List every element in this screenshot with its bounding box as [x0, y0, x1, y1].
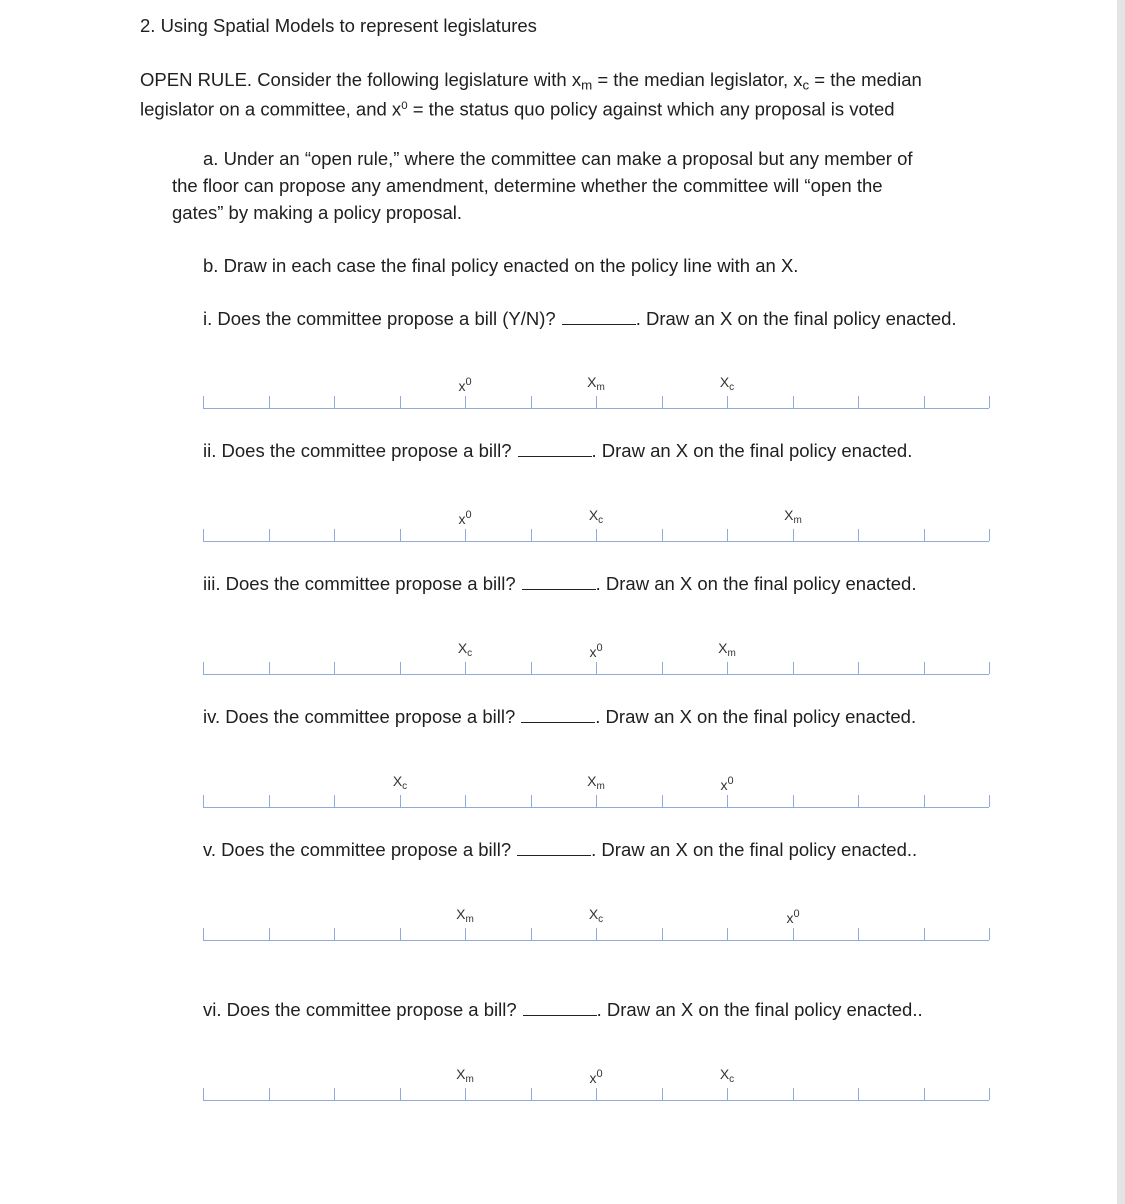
- policy-tick: [858, 396, 859, 408]
- policy-tick: [727, 795, 728, 807]
- policy-tick: [989, 529, 990, 541]
- policy-tick: [727, 529, 728, 541]
- committee-median-label: $X_c$: [588, 906, 604, 925]
- policy-tick: [203, 928, 204, 940]
- policy-tick: [269, 529, 270, 541]
- question-title: 2. Using Spatial Models to represent legislatures: [140, 15, 537, 36]
- question-vi: vi. Does the committee propose a bill? . Draw an X on the final policy enacted..: [203, 999, 923, 1020]
- answer-blank[interactable]: [517, 837, 591, 856]
- policy-tick: [924, 795, 925, 807]
- median-legislator-label: $X_m$: [718, 640, 736, 659]
- policy-tick: [465, 529, 466, 541]
- policy-tick: [269, 1088, 270, 1100]
- policy-tick: [334, 1088, 335, 1100]
- policy-tick: [596, 1088, 597, 1100]
- status-quo-label: $x^0$: [589, 1068, 603, 1086]
- question-v: v. Does the committee propose a bill? . Draw an X on the final policy enacted..: [203, 839, 918, 860]
- policy-tick: [465, 1088, 466, 1100]
- policy-tick: [400, 662, 401, 674]
- policy-tick: [334, 662, 335, 674]
- policy-tick: [203, 662, 204, 674]
- policy-tick: [203, 1088, 204, 1100]
- policy-tick: [465, 795, 466, 807]
- policy-tick: [662, 795, 663, 807]
- policy-line[interactable]: [203, 940, 989, 941]
- policy-tick: [400, 396, 401, 408]
- policy-tick: [727, 396, 728, 408]
- policy-tick: [596, 928, 597, 940]
- policy-tick: [989, 1088, 990, 1100]
- policy-tick: [924, 1088, 925, 1100]
- policy-tick: [662, 1088, 663, 1100]
- policy-tick: [662, 928, 663, 940]
- median-legislator-label: $X_m$: [456, 906, 474, 925]
- committee-median-label: $X_c$: [719, 374, 735, 393]
- status-quo-label: $x^0$: [458, 376, 472, 394]
- policy-tick: [989, 795, 990, 807]
- answer-blank[interactable]: [518, 438, 592, 457]
- policy-tick: [465, 928, 466, 940]
- part-b-instruction: b. Draw in each case the final policy enacted on the policy line with an X.: [203, 255, 799, 276]
- policy-tick: [531, 1088, 532, 1100]
- policy-tick: [531, 795, 532, 807]
- policy-tick: [596, 396, 597, 408]
- policy-tick: [269, 928, 270, 940]
- policy-tick: [727, 662, 728, 674]
- median-legislator-label: $X_m$: [456, 1066, 474, 1085]
- committee-median-label: $X_c$: [719, 1066, 735, 1085]
- policy-tick: [727, 928, 728, 940]
- answer-blank[interactable]: [522, 571, 596, 590]
- policy-line[interactable]: [203, 541, 989, 542]
- policy-tick: [858, 1088, 859, 1100]
- part-a-line-1: a. Under an “open rule,” where the committee can make a proposal but any member of: [203, 148, 913, 169]
- policy-tick: [400, 928, 401, 940]
- median-legislator-label: $X_m$: [587, 374, 605, 393]
- policy-tick: [662, 662, 663, 674]
- committee-median-label: $X_c$: [588, 507, 604, 526]
- policy-tick: [727, 1088, 728, 1100]
- part-a-line-3: gates” by making a policy proposal.: [172, 202, 462, 223]
- policy-tick: [793, 795, 794, 807]
- policy-tick: [989, 396, 990, 408]
- question-iv: iv. Does the committee propose a bill? . Draw an X on the final policy enacted.: [203, 706, 917, 727]
- policy-tick: [269, 396, 270, 408]
- question-i: i. Does the committee propose a bill (Y/N)? . Draw an X on the final policy enacted.: [203, 308, 957, 329]
- policy-tick: [793, 662, 794, 674]
- policy-tick: [203, 396, 204, 408]
- policy-tick: [858, 795, 859, 807]
- policy-tick: [793, 928, 794, 940]
- policy-tick: [662, 396, 663, 408]
- policy-tick: [465, 662, 466, 674]
- policy-tick: [924, 396, 925, 408]
- policy-tick: [989, 662, 990, 674]
- policy-tick: [924, 529, 925, 541]
- policy-line[interactable]: [203, 807, 989, 808]
- page-edge: [1117, 0, 1125, 1204]
- policy-tick: [596, 795, 597, 807]
- policy-tick: [531, 662, 532, 674]
- policy-tick: [793, 396, 794, 408]
- answer-blank[interactable]: [562, 306, 636, 325]
- status-quo-label: $x^0$: [458, 509, 472, 527]
- policy-tick: [203, 529, 204, 541]
- policy-tick: [596, 529, 597, 541]
- policy-tick: [334, 795, 335, 807]
- policy-tick: [334, 529, 335, 541]
- policy-tick: [400, 529, 401, 541]
- policy-tick: [924, 928, 925, 940]
- policy-tick: [334, 396, 335, 408]
- median-legislator-label: $X_m$: [784, 507, 802, 526]
- question-iii: iii. Does the committee propose a bill? . Draw an X on the final policy enacted.: [203, 573, 917, 594]
- policy-tick: [203, 795, 204, 807]
- committee-median-label: $X_c$: [392, 773, 408, 792]
- status-quo-label: $x^0$: [786, 908, 800, 926]
- part-a-line-2: the floor can propose any amendment, determine whether the committee will “open the: [172, 175, 883, 196]
- policy-tick: [269, 662, 270, 674]
- policy-tick: [858, 529, 859, 541]
- policy-tick: [465, 396, 466, 408]
- policy-tick: [531, 928, 532, 940]
- answer-blank[interactable]: [523, 997, 597, 1016]
- policy-line[interactable]: [203, 408, 989, 409]
- policy-tick: [596, 662, 597, 674]
- policy-line[interactable]: [203, 674, 989, 675]
- intro-line-2: legislator on a committee, and $x^0$ = the status quo policy against which any proposal is voted: [140, 98, 895, 120]
- question-ii: ii. Does the committee propose a bill? . Draw an X on the final policy enacted.: [203, 440, 913, 461]
- policy-line[interactable]: [203, 1100, 989, 1101]
- policy-tick: [334, 928, 335, 940]
- policy-tick: [269, 795, 270, 807]
- policy-tick: [400, 1088, 401, 1100]
- policy-tick: [662, 529, 663, 541]
- median-legislator-label: $X_m$: [587, 773, 605, 792]
- policy-tick: [924, 662, 925, 674]
- policy-tick: [858, 662, 859, 674]
- policy-tick: [531, 529, 532, 541]
- intro-line-1: OPEN RULE. Consider the following legislature with $x_m$ = the median legislator, $x_c$ = the median: [140, 69, 922, 93]
- status-quo-label: $x^0$: [720, 775, 734, 793]
- policy-tick: [531, 396, 532, 408]
- committee-median-label: $X_c$: [457, 640, 473, 659]
- policy-tick: [989, 928, 990, 940]
- status-quo-label: $x^0$: [589, 642, 603, 660]
- policy-tick: [400, 795, 401, 807]
- policy-tick: [793, 529, 794, 541]
- policy-tick: [793, 1088, 794, 1100]
- policy-tick: [858, 928, 859, 940]
- answer-blank[interactable]: [521, 704, 595, 723]
